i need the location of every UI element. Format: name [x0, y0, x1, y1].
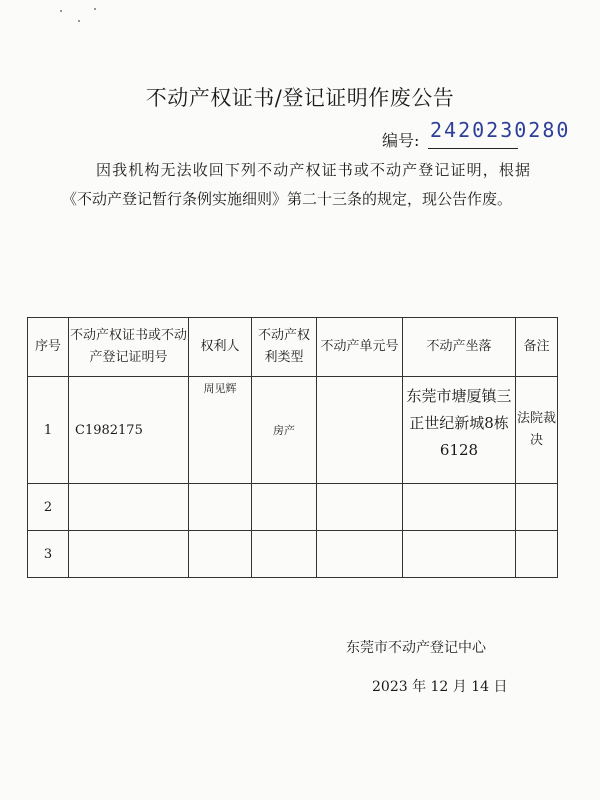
cell-cert-no: [69, 531, 189, 578]
cell-holder: [189, 484, 252, 531]
intro-paragraph: 因我机构无法收回下列不动产权证书或不动产登记证明，根据《不动产登记暂行条例实施细则》第二十三条的规定，现公告作废。: [62, 161, 530, 208]
scan-speck: [94, 8, 96, 10]
document-title: 不动产权证书/登记证明作废公告: [145, 86, 455, 110]
number-label: 编号:: [382, 131, 420, 150]
cell-cert-no: [69, 484, 189, 531]
cell-holder: 周见辉: [189, 377, 252, 484]
header-remark: 备注: [516, 318, 558, 377]
cell-right-type: 房产: [252, 377, 317, 484]
header-cert-no: 不动产权证书或不动产登记证明号: [69, 318, 189, 377]
number-underline: [428, 148, 518, 149]
cell-unit-no: [317, 377, 403, 484]
scan-speck: [78, 20, 80, 22]
document-number: [382, 118, 592, 150]
cell-remark: 法院裁决: [516, 377, 558, 484]
cell-seq: 3: [28, 531, 69, 578]
table-header-row: [28, 318, 558, 377]
cell-unit-no: [317, 531, 403, 578]
table-row: [28, 484, 558, 531]
cell-location: [403, 484, 516, 531]
header-holder: 权利人: [189, 318, 252, 377]
cell-remark: [516, 531, 558, 578]
header-seq: 序号: [28, 318, 69, 377]
cell-seq: 1: [28, 377, 69, 484]
header-location: 不动产坐落: [403, 318, 516, 377]
scan-speck: [60, 10, 62, 12]
cell-seq: 2: [28, 484, 69, 531]
cell-right-type: [252, 484, 317, 531]
cell-unit-no: [317, 484, 403, 531]
issue-date: 2023 年 12 月 14 日: [372, 679, 508, 695]
table-row: [28, 377, 558, 484]
header-unit-no: 不动产单元号: [317, 318, 403, 377]
cell-cert-no: C1982175: [69, 377, 189, 484]
cell-remark: [516, 484, 558, 531]
table-row: [28, 531, 558, 578]
cancellation-table: [27, 317, 558, 578]
issuer-signature: 东莞市不动产登记中心: [346, 640, 486, 656]
cell-holder: [189, 531, 252, 578]
header-right-type: 不动产权利类型: [252, 318, 317, 377]
cell-location: 东莞市塘厦镇三正世纪新城8栋6128: [403, 377, 516, 484]
number-value: 2420230280: [430, 118, 571, 142]
cell-right-type: [252, 531, 317, 578]
cell-location: [403, 531, 516, 578]
